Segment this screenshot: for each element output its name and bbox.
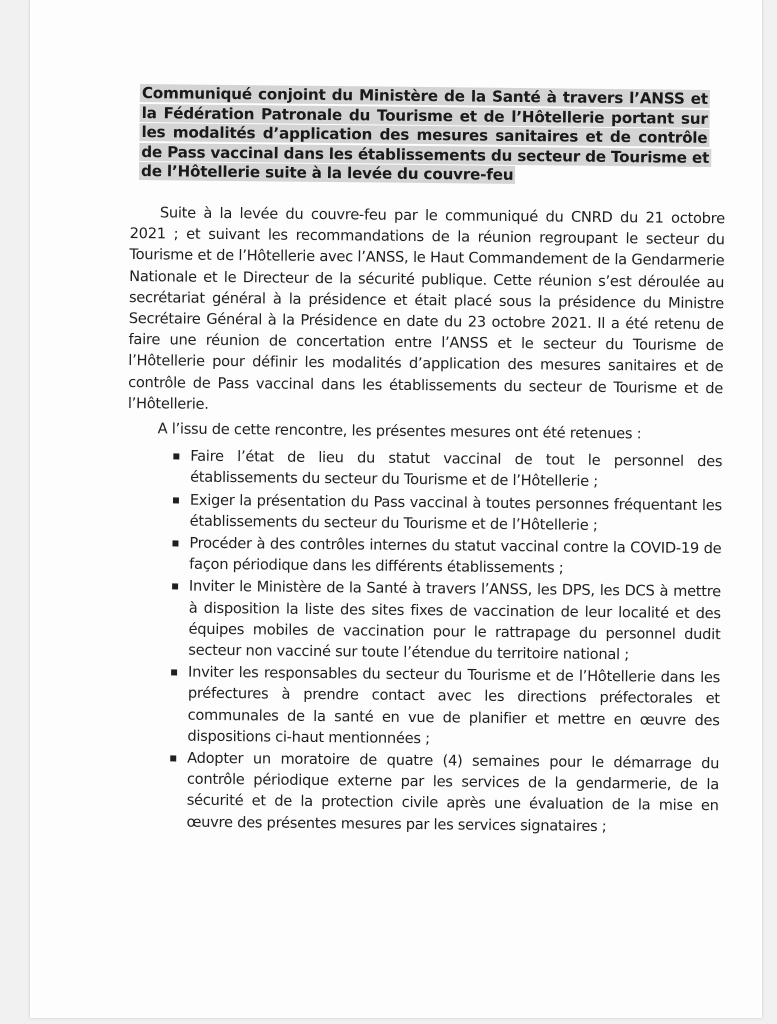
document-body [123, 202, 725, 839]
document-title-text: Communiqué conjoint du Ministère de la Santé à travers l’ANSS et la Fédération Patronale du Tourisme et de l’Hôtellerie portant sur les modalités d’application des mesures sanitaires et de contrôle de Pass vaccinal dans les établissements du secteur de Tourisme et de l’Hôtellerie suite à la levée du couvre-feu [140, 84, 710, 184]
list-item [169, 662, 720, 753]
document-title [139, 84, 710, 187]
bullet-icon: ▪ [171, 535, 180, 550]
document-page [30, 0, 762, 1018]
bullet-icon: ▪ [170, 578, 179, 593]
list-item-text: Exiger la présentation du Pass vaccinal à toutes personnes fréquentant les établissements du secteur du Tourisme et de l’Hôtellerie ; [189, 491, 722, 534]
bullet-icon: ▪ [172, 448, 181, 463]
list-item-text: Procéder à des contrôles internes du statut vaccinal contre la COVID-19 de façon périodique dans les différents établissements ; [189, 534, 722, 577]
list-item-text: Faire l’état de lieu du statut vaccinal de tout le personnel des établissements du secteur du Tourisme et de l’Hôtellerie ; [190, 447, 723, 491]
list-item [170, 576, 721, 667]
intro-paragraph: Suite à la levée du couvre-feu par le communiqué du CNRD du 21 octobre 2021 ; et suivant les recommandations de la réunion regroupant le secteur du Tourisme et de l’Hôtellerie avec l’ANSS, le Haut Commandement de la Gendarmerie Nationale et le Directeur de la sécurité publique. Cette réunion s’est déroulée au secrétariat général à la présidence et était placé sous la présidence du Ministre Secrétaire Général à la Présidence en date du 23 octobre 2021. Il a été retenu de faire une réunion de concertation entre l’ANSS et le secteur du Tourisme de l’Hôtellerie pour définir les modalités d’application des mesures sanitaires et de contrôle de Pass vaccinal dans les établissements du secteur de Tourisme et de l’Hôtellerie. [127, 204, 725, 413]
list-item [168, 748, 719, 839]
list-item [171, 533, 721, 581]
list-item-text: Adopter un moratoire de quatre (4) semaines pour le démarrage du contrôle périodique externe par les services de la gendarmerie, de la sécurité et de la protection civile après une évaluation de la mise en œuvre des présentes mesures par les services signataires ; [186, 749, 720, 835]
bullet-icon: ▪ [171, 492, 180, 507]
measures-intro: A l’issu de cette rencontre, les présentes mesures ont été retenues : [157, 420, 642, 443]
list-item-text: Inviter les responsables du secteur du Tourisme et de l’Hôtellerie dans les préfectures à prendre contact avec les directions préfectorales et communales de la santé en vue de planifier et mettre en œuvre des dispositions ci-haut mentionnées ; [187, 663, 721, 748]
measures-list [123, 445, 722, 838]
list-item [172, 489, 722, 537]
list-item-text: Inviter le Ministère de la Santé à travers l’ANSS, les DPS, les DCS à mettre à disposition la liste des sites fixes de vaccination de leur localité et des équipes mobiles de vaccination pour le rattrapage du personnel dudit secteur non vacciné sur toute l’étendue du territoire national ; [188, 578, 722, 664]
bullet-icon: ▪ [169, 750, 178, 765]
bullet-icon: ▪ [170, 664, 179, 679]
list-item [172, 446, 722, 494]
